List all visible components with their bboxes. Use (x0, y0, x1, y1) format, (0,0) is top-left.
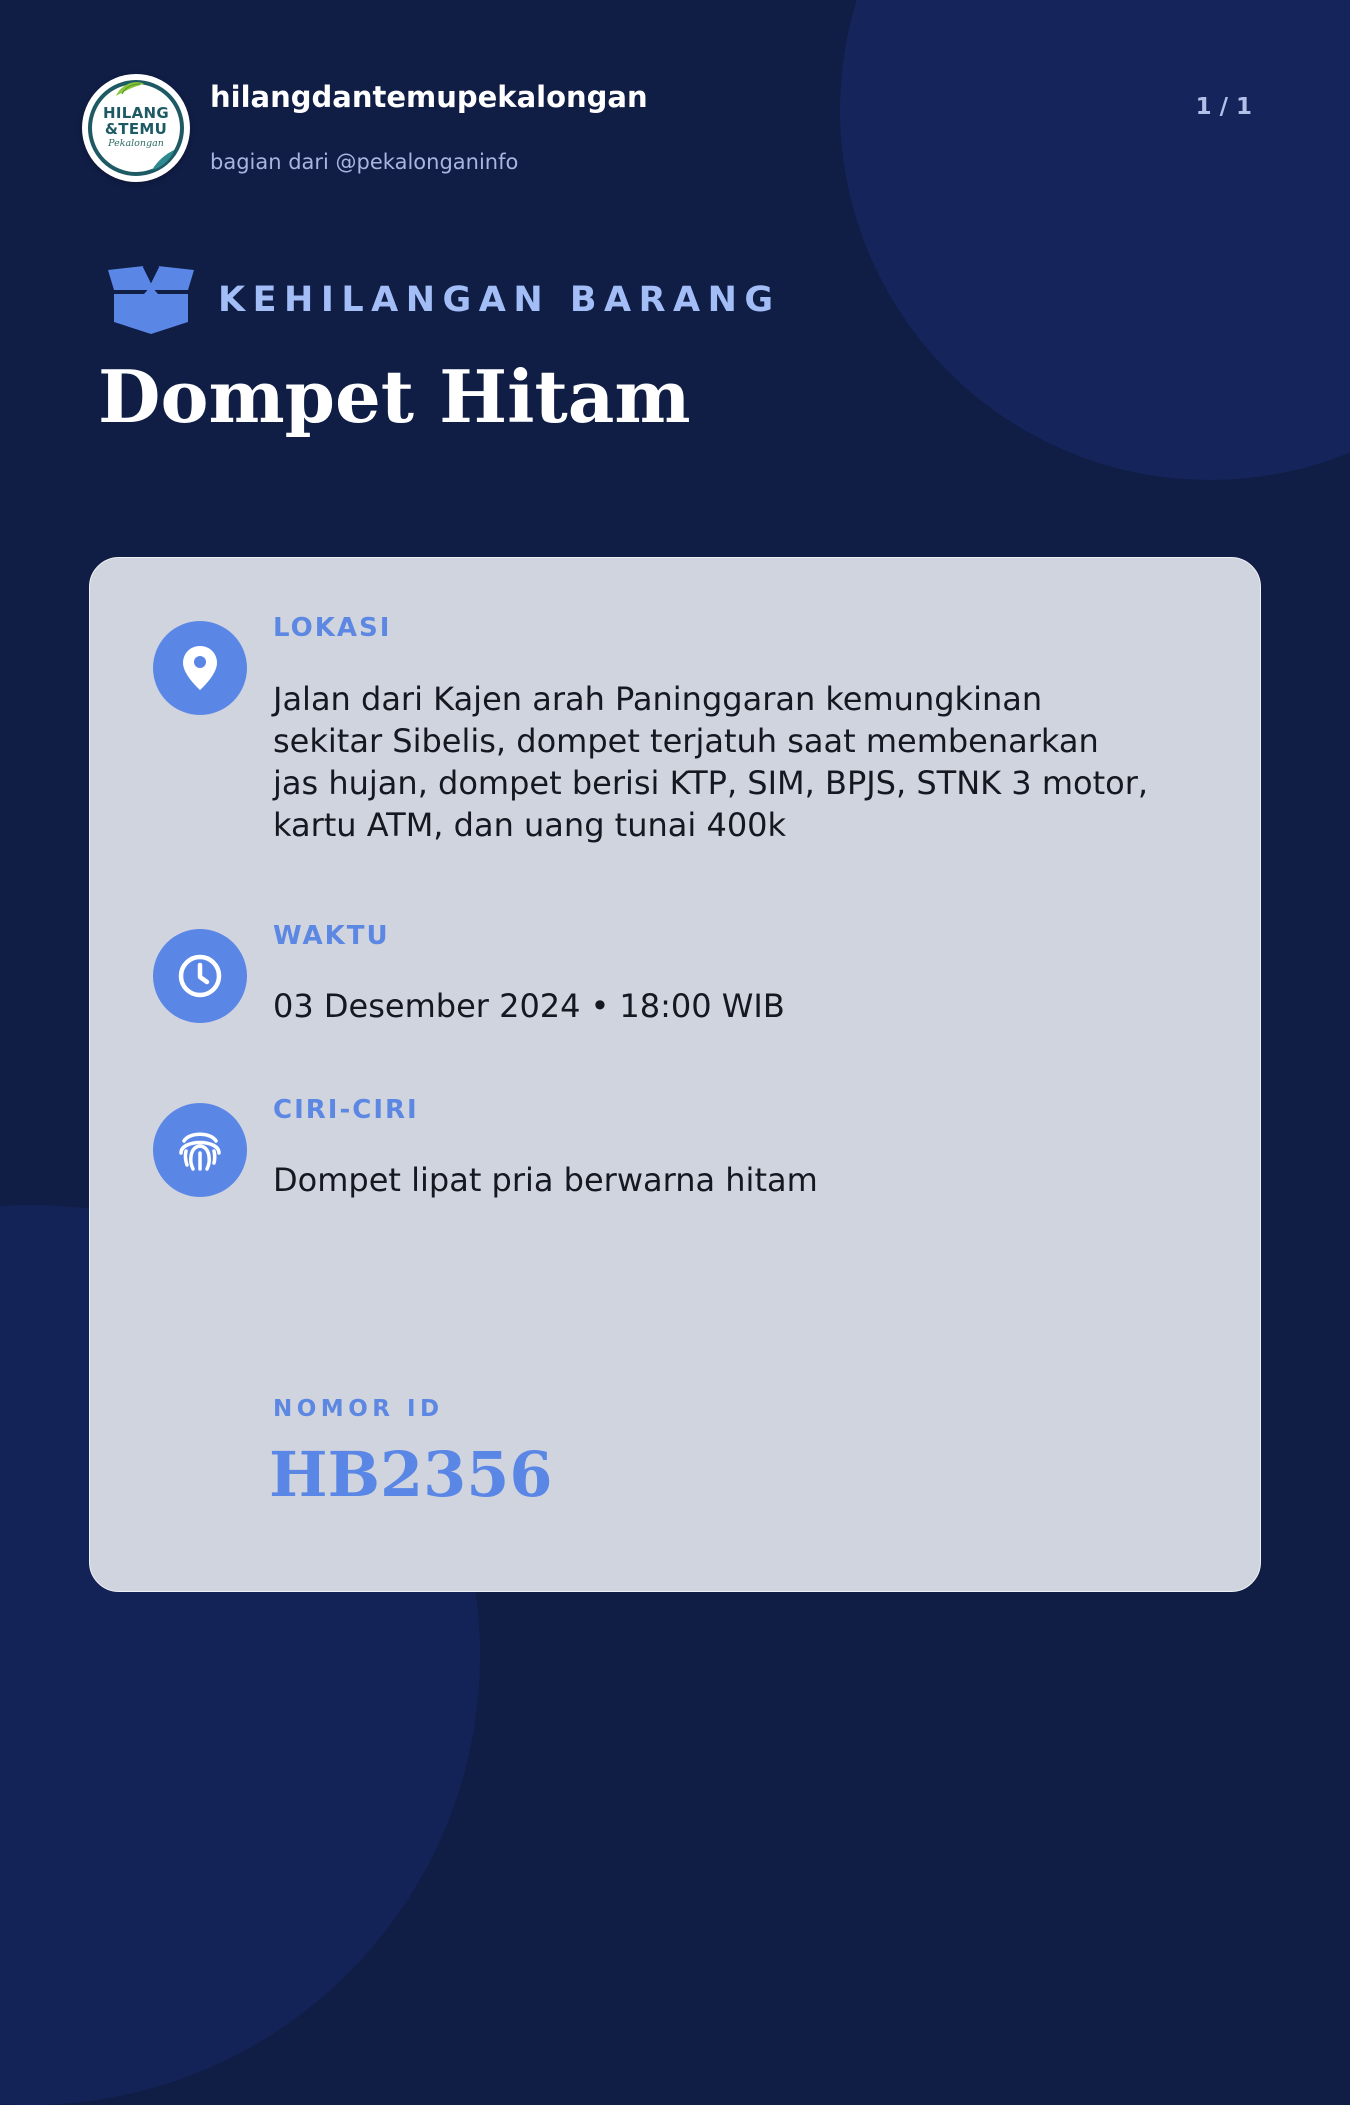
details-card (89, 557, 1261, 1592)
id-value: HB2356 (269, 1438, 553, 1511)
fingerprint-icon (153, 1103, 247, 1197)
post-title: Dompet Hitam (98, 354, 691, 439)
clock-icon (153, 929, 247, 1023)
time-separator: • (590, 987, 610, 1025)
category-label: KEHILANGAN BARANG (218, 280, 781, 320)
logo-text-hilang: HILANG (103, 104, 169, 122)
account-avatar[interactable] (82, 74, 190, 182)
time-clock: 18:00 WIB (619, 987, 785, 1025)
logo-text-temu: &TEMU (104, 120, 168, 138)
time-label: WAKTU (273, 921, 390, 951)
location-value: Jalan dari Kajen arah Paninggaran kemungkinan sekitar Sibelis, dompet terjatuh saat membenarkan jas hujan, dompet berisi KTP, SIM, BPJS, STNK 3 motor, kartu ATM, dan uang tunai 400k (273, 680, 1149, 844)
page-indicator: 1 / 1 (1195, 94, 1252, 120)
traits-value: Dompet lipat pria berwarna hitam (273, 1161, 818, 1199)
open-box-icon (104, 264, 198, 336)
category-header (104, 264, 781, 336)
account-name[interactable]: hilangdantemupekalongan (210, 80, 648, 114)
location-label: LOKASI (273, 613, 392, 643)
map-pin-icon (153, 621, 247, 715)
logo-text-pekalongan: Pekalongan (108, 138, 164, 149)
account-subtitle: bagian dari @pekalonganinfo (210, 150, 519, 174)
background-circle-top (840, 0, 1350, 480)
time-date: 03 Desember 2024 (273, 987, 581, 1025)
traits-label: CIRI-CIRI (273, 1095, 419, 1125)
time-value (273, 985, 1153, 1027)
id-label: NOMOR ID (273, 1396, 444, 1422)
